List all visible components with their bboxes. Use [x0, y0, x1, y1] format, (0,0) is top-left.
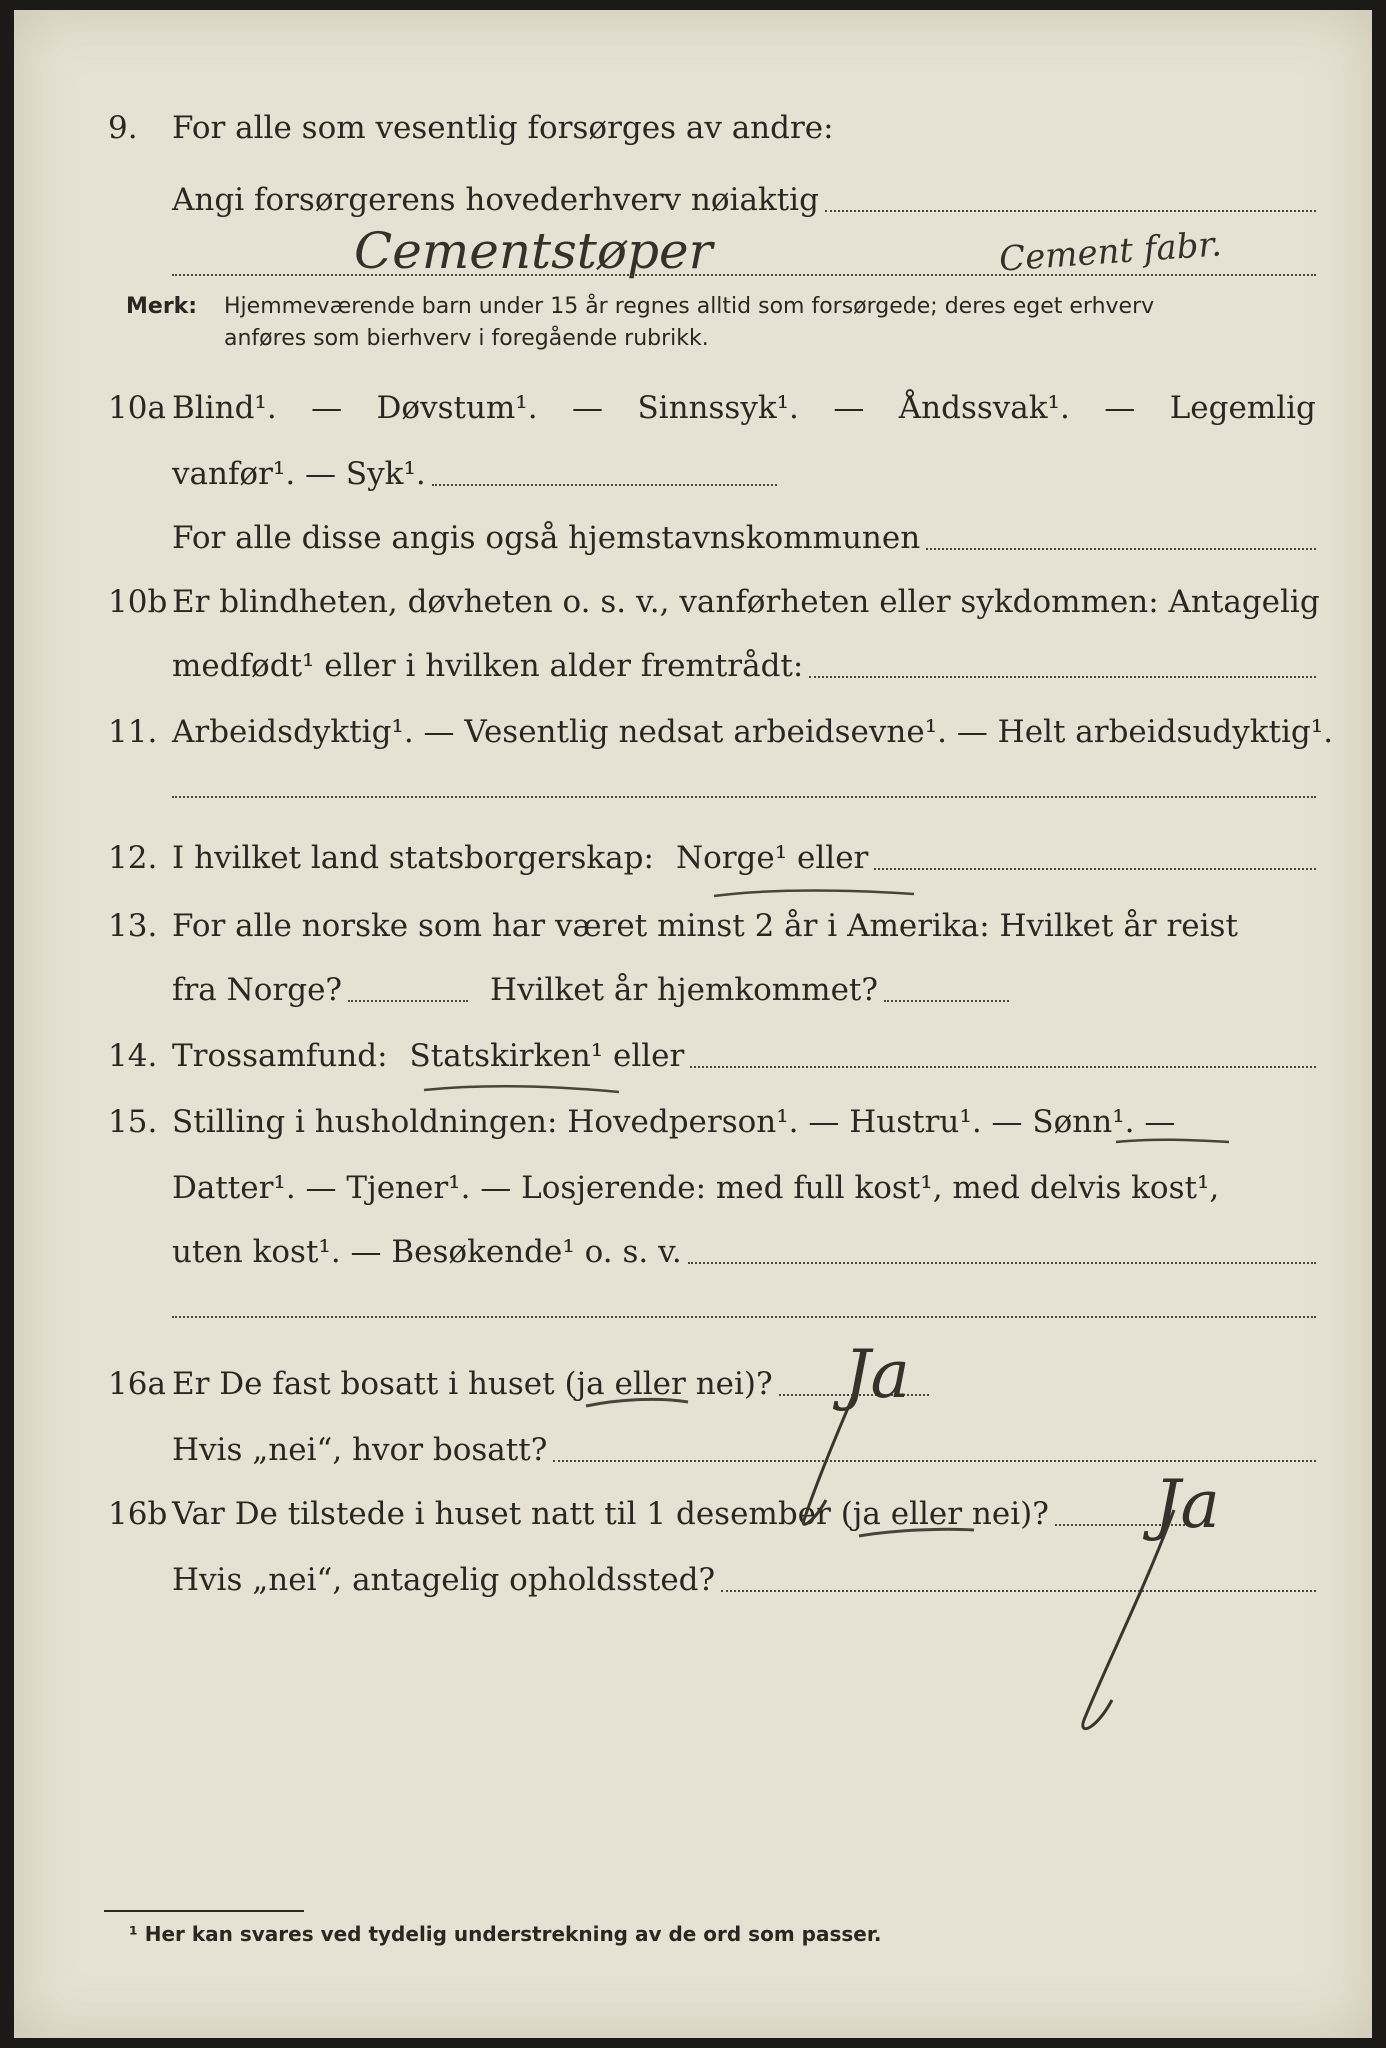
q12-text1: I hvilket land statsborgerskap:: [172, 840, 654, 876]
q16b-number: 16b: [108, 1496, 168, 1532]
q16a-number: 16a: [108, 1366, 166, 1402]
q15-text3: uten kost¹. — Besøkende¹ o. s. v.: [172, 1234, 682, 1270]
q9-handwritten-note: Cement fabr.: [997, 224, 1223, 280]
q11-line1: [172, 714, 1334, 750]
q10a-text3: For alle disse angis også hjemstavnskommunen: [172, 520, 921, 556]
q10b-line1: [172, 584, 1320, 620]
q11-number: 11.: [108, 714, 158, 750]
q10a-line2: [172, 456, 1316, 492]
q10a-line3: [172, 520, 1316, 556]
q16b-fill-line-2: [721, 1590, 1316, 1592]
q9-text2: Angi forsørgerens hovederhverv nøiaktig: [172, 182, 819, 218]
q15-extra-line: [172, 1316, 1316, 1318]
q13-line2: [172, 972, 1316, 1008]
q15-text1: Stilling i husholdningen: Hovedperson¹. — Hustru¹. — Sønn¹. —: [172, 1104, 1176, 1140]
q10a-dash-1: —: [311, 390, 343, 426]
q15-fill-line: [688, 1262, 1316, 1264]
q16a-line1: [172, 1366, 1316, 1402]
q15-line2: [172, 1170, 1316, 1206]
q9-number: 9.: [108, 110, 138, 146]
q15-number: 15.: [108, 1104, 158, 1140]
q10a-item-dovstum: Døvstum¹.: [376, 390, 538, 426]
q16a-fill-line-2: [553, 1460, 1316, 1462]
census-form-page: [14, 10, 1372, 2038]
q10a-line1: [172, 390, 1316, 426]
q10a-dash-4: —: [1104, 390, 1136, 426]
q10b-number: 10b: [108, 584, 168, 620]
q15-line3: [172, 1234, 1316, 1270]
merk-note-line1: Hjemmeværende barn under 15 år regnes alltid som forsørgede; deres eget erhverv: [224, 294, 1155, 319]
q10a-text2: vanfør¹. — Syk¹.: [172, 456, 426, 492]
q13-line1: [172, 908, 1316, 944]
q13-text2b: Hvilket år hjemkommet?: [490, 972, 879, 1008]
q10b-text2: medfødt¹ eller i hvilken alder fremtrådt:: [172, 648, 804, 684]
q10a-fill-line-1: [432, 484, 777, 486]
q12-fill-line: [874, 868, 1316, 870]
q9-text1: For alle som vesentlig forsørges av andre:: [172, 110, 834, 146]
q10a-dash-2: —: [572, 390, 604, 426]
footnote: ¹ Her kan svares ved tydelig understrekning av de ord som passer.: [129, 1922, 882, 1946]
q12-number: 12.: [108, 840, 158, 876]
q16b-line2: [172, 1562, 1316, 1598]
q11-fill-line: [172, 796, 1316, 798]
q16a-handwritten-answer: Ja: [844, 1336, 910, 1413]
q10a-item-andssvak: Åndssvak¹.: [898, 390, 1070, 426]
q16b-text1: Var De tilstede i huset natt til 1 desember (ja eller nei)?: [172, 1496, 1049, 1532]
q16b-text2: Hvis „nei“, antagelig opholdssted?: [172, 1562, 716, 1598]
q10b-fill-line: [809, 676, 1316, 678]
q10b-text1: Er blindheten, døvheten o. s. v., vanførheten eller sykdommen: Antagelig: [172, 584, 1320, 620]
q16b-line1: [172, 1496, 1316, 1532]
q15-line1: [172, 1104, 1316, 1140]
q13-text1: For alle norske som har været minst 2 år i Amerika: Hvilket år reist: [172, 908, 1238, 944]
q13-text2a: fra Norge?: [172, 972, 343, 1008]
q14-label: Trossamfund:: [172, 1038, 388, 1074]
merk-note-line2: anføres som bierhverv i foregående rubrikk.: [224, 326, 709, 351]
q12-line1: [172, 840, 1316, 876]
q13-number: 13.: [108, 908, 158, 944]
q16a-text2: Hvis „nei“, hvor bosatt?: [172, 1432, 548, 1468]
q10a-item-legemlig: Legemlig: [1169, 390, 1316, 426]
q11-text1: Arbeidsdyktig¹. — Vesentlig nedsat arbeidsevne¹. — Helt arbeidsudyktig¹.: [172, 714, 1334, 750]
q10b-line2: [172, 648, 1316, 684]
merk-label: Merk:: [126, 294, 198, 319]
q10a-item-blind: Blind¹.: [172, 390, 277, 426]
q16a-text1: Er De fast bosatt i huset (ja eller nei)?: [172, 1366, 773, 1402]
q14-fill-line: [690, 1066, 1316, 1068]
q16a-line2: [172, 1432, 1316, 1468]
q13-fill-line-1: [348, 1000, 468, 1002]
q12-option: Norge¹ eller: [675, 840, 869, 876]
q14-line1: [172, 1038, 1316, 1074]
q13-fill-line-2: [884, 1000, 1009, 1002]
q10a-number: 10a: [108, 390, 166, 426]
q9-line1: [172, 110, 1316, 146]
q9-answer-line: [172, 274, 1316, 276]
q10a-dash-3: —: [833, 390, 865, 426]
q14-number: 14.: [108, 1038, 158, 1074]
footnote-rule: [104, 1910, 304, 1912]
q9-handwritten-answer: Cementstøper: [354, 222, 713, 280]
q10a-item-sinnssyk: Sinnssyk¹.: [637, 390, 799, 426]
q9-fill-line: [825, 210, 1316, 212]
q16b-handwritten-answer: Ja: [1154, 1466, 1220, 1543]
q14-option: Statskirken¹ eller: [409, 1038, 685, 1074]
q15-text2: Datter¹. — Tjener¹. — Losjerende: med full kost¹, med delvis kost¹,: [172, 1170, 1220, 1206]
q9-line2: [172, 182, 1316, 218]
q10a-fill-line-2: [926, 548, 1316, 550]
